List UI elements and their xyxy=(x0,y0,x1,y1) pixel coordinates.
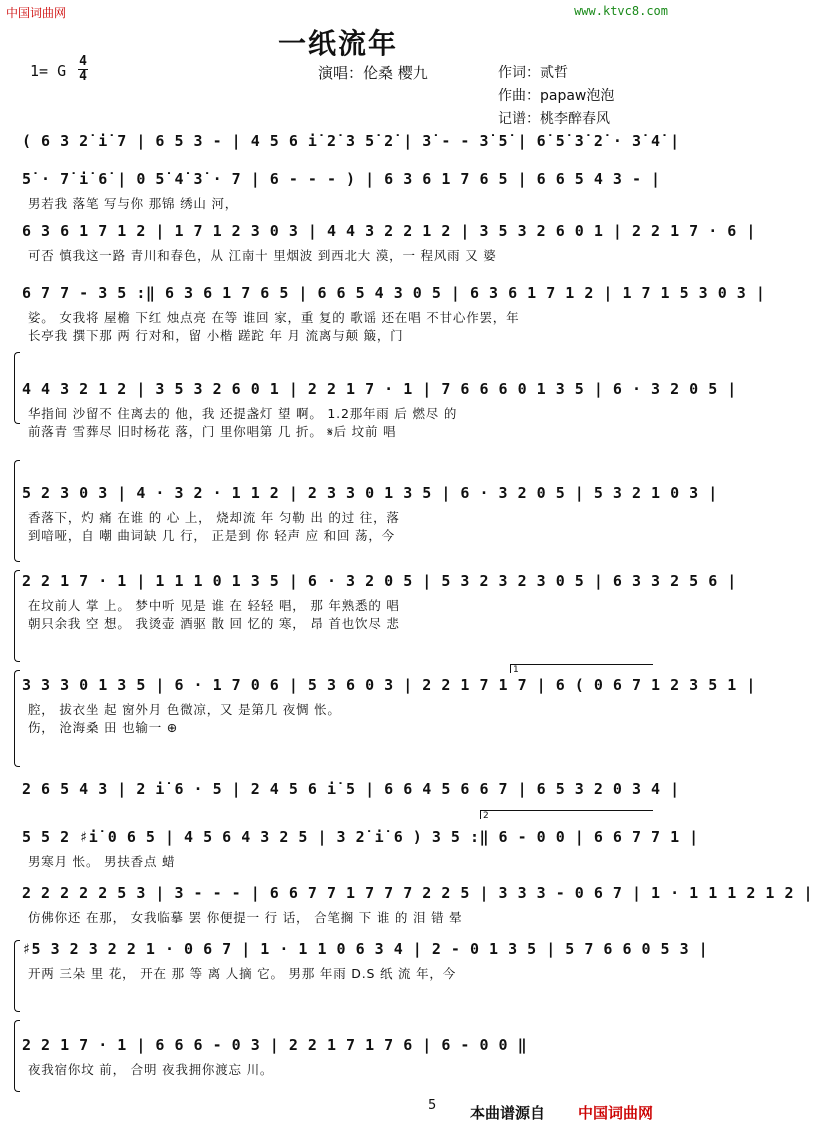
lyric-line: 仿佛你还 在那， 女我临摹 罢 你便提一 行 话， 合笔搁 下 谁 的 泪 错 晕 xyxy=(28,910,463,925)
notation-line: 2 2 1 7 · 1 | 6 6 6 - 0 3 | 2 2 1 7 1 7 6 | 6 - 0 0 ‖ xyxy=(22,1036,528,1054)
lyric-line: 华指间 沙留不 住离去的 他，我 还提盏灯 望 啊。 1.2那年雨 后 燃尽 的 xyxy=(28,406,458,421)
notation-line: 2 2 1 7 · 1 | 1 1 1 0 1 3 5 | 6 · 3 2 0 5 | 5 3 2 3 2 3 0 5 | 6 3 3 2 5 6 | xyxy=(22,572,737,590)
transcriber-credit: 记谱：桃李醉春风 xyxy=(498,111,610,127)
notation-line: 5 5 2 ♯i̇ 0 6 5 | 4 5 6 4 3 2 5 | 3 2̇ i̇ 6 ) 3 5 :‖ 6 - 0 0 | 6 6 7 7 1 | xyxy=(22,828,699,846)
lyric-line: 男寒月 怅。 男扶香点 蜡 xyxy=(28,854,176,869)
lyric-line: 前落青 雪葬尽 旧时杨花 落，门 里你唱第 几 折。 𝄋后 坟前 唱 xyxy=(28,424,397,439)
notation-line: 6 7 7 - 3 5 :‖ 6 3 6 1 7 6 5 | 6 6 5 4 3 0 5 | 6 3 6 1 7 1 2 | 1 7 1 5 3 0 3 | xyxy=(22,284,766,302)
lyric-line: 在坟前人 掌 上。 梦中听 见是 谁 在 轻轻 唱， 那 年熟悉的 唱 xyxy=(28,598,400,613)
notation-line: 5 2 3 0 3 | 4 · 3 2 · 1 1 2 | 2 3 3 0 1 3 5 | 6 · 3 2 0 5 | 5 3 2 1 0 3 | xyxy=(22,484,718,502)
lyric-line: 夜我宿你坟 前， 合明 夜我拥你渡忘 川。 xyxy=(28,1062,274,1077)
notation-line: ( 6 3 2̇ i̇ 7 | 6 5 3 - | 4 5 6 i̇ 2̇ 3 5̇ 2̇ | 3̇ - - 3̇ 5̇ | 6̇ 5̇ 3̇ 2̇ · 3̇ 4̇ | xyxy=(22,132,680,150)
meter-bottom: 4 xyxy=(79,69,87,84)
lyricist-credit: 作词：贰哲 xyxy=(498,65,568,81)
lyric-line: 娑。 女我将 屋檐 下红 烛点亮 在等 谁回 家，重 复的 歌谣 还在唱 不甘心作罢，年 xyxy=(28,310,520,325)
lyric-line: 长亭我 撰下那 两 行对和，留 小楷 蹉跎 年 月 流离与颠 簸，门 xyxy=(28,328,404,343)
composer-credit: 作曲：papaw泡泡 xyxy=(498,88,615,104)
lyric-line: 伤， 沧海桑 田 也输一 ⊕ xyxy=(28,720,179,735)
system-brace xyxy=(14,570,20,662)
notation-line: 5̇ · 7̇ i̇ 6̇ | 0 5̇ 4̇ 3̇ · 7 | 6 - - - ) | 6 3 6 1 7 6 5 | 6 6 5 4 3 - | xyxy=(22,170,661,188)
lyric-line: 朝只余我 空 想。 我烫壶 酒驱 散 回 忆的 寒， 昂 首也饮尽 悲 xyxy=(28,616,400,631)
lyric-line: 男若我 落笔 写与你 那锦 绣山 河， xyxy=(28,196,239,211)
singer-credit: 演唱：伦桑 樱九 xyxy=(318,64,428,82)
time-signature xyxy=(78,56,88,83)
notation-line: 2 2 2 2 2 5 3 | 3 - - - | 6 6 7 7 1 7 7 7 2 2 5 | 3 3 3 - 0 6 7 | 1 · 1 1 1 2 1 2 | xyxy=(22,884,813,902)
site-logo-left: 中国词曲网 xyxy=(6,6,67,20)
key-signature: 1= G xyxy=(30,62,67,80)
song-title: 一纸流年 xyxy=(277,27,398,60)
lyric-line: 可否 慎我这一路 青川和春色，从 江南十 里烟波 到西北大 漠，一 程风雨 又 婆 xyxy=(28,248,497,263)
system-brace xyxy=(14,352,20,424)
page-number: 5 xyxy=(428,1098,437,1113)
notation-line: ♯5 3 2 3 2 2 1 · 0 6 7 | 1 · 1 1 0 6 3 4 | 2 - 0 1 3 5 | 5 7 6 6 0 5 3 | xyxy=(22,940,709,958)
notation-line: 3 3 3 0 1 3 5 | 6 · 1 7 0 6 | 5 3 6 0 3 | 2 2 1 7 1 7 | 6 ( 0 6 7 1 2 3 5 1 | xyxy=(22,676,756,694)
lyric-line: 开两 三朵 里 花， 开在 那 等 离 人摘 它。 男那 年雨 D.S 纸 流 年，今 xyxy=(28,966,457,981)
site-url-right: www.ktvc8.com xyxy=(574,4,668,18)
system-brace xyxy=(14,1020,20,1092)
notation-line: 4 4 3 2 1 2 | 3 5 3 2 6 0 1 | 2 2 1 7 · 1 | 7 6 6 6 0 1 3 5 | 6 · 3 2 0 5 | xyxy=(22,380,737,398)
meter-top: 4 xyxy=(79,54,87,69)
system-brace xyxy=(14,940,20,1012)
lyric-line: 到喑哑，自 嘲 曲词缺 几 行， 正是到 你 轻声 应 和回 荡，今 xyxy=(28,528,395,543)
lyric-line: 腔， 拔衣坐 起 窗外月 色微凉，又 是第几 夜惆 怅。 xyxy=(28,702,341,717)
volta-1: 1 xyxy=(510,664,653,673)
notation-line: 6 3 6 1 7 1 2 | 1 7 1 2 3 0 3 | 4 4 3 2 2 1 2 | 3 5 3 2 6 0 1 | 2 2 1 7 · 6 | xyxy=(22,222,756,240)
notation-line: 2 6 5 4 3 | 2 i̇ 6 · 5 | 2 4 5 6 i̇ 5 | 6 6 4 5 6 6 7 | 6 5 3 2 0 3 4 | xyxy=(22,780,680,798)
source-site: 中国词曲网 xyxy=(578,1104,654,1122)
system-brace xyxy=(14,670,20,767)
lyric-line: 香落下，灼 痛 在谁 的 心 上， 烧却流 年 匀勒 出 的过 往，落 xyxy=(28,510,400,525)
source-label: 本曲谱源自 xyxy=(470,1104,546,1122)
volta-2: 2 xyxy=(480,810,653,819)
system-brace xyxy=(14,460,20,562)
